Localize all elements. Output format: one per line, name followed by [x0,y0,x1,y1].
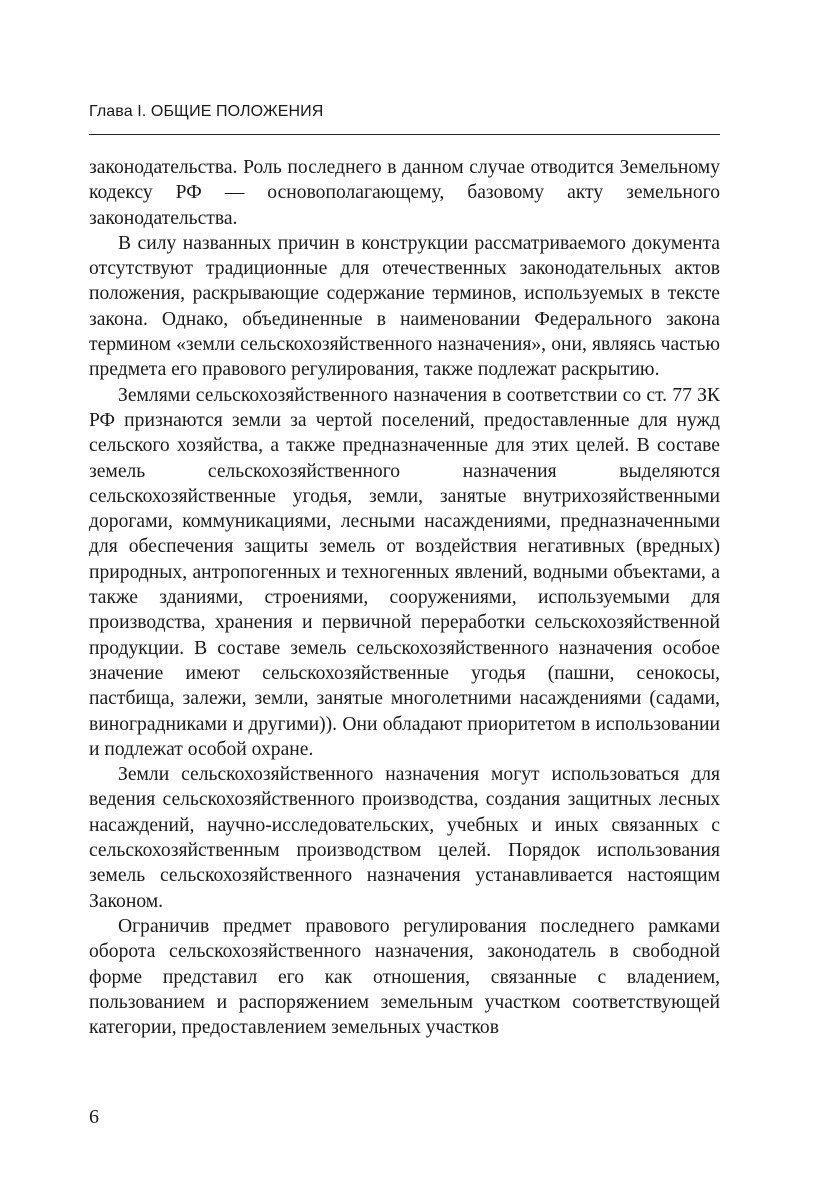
paragraph: В силу названных причин в конструкции рассматриваемого документа отсутствуют традиционные для отечественных законодательных актов положения, раскрывающие содержание терминов, используемых в тексте закона. Однако, объединенные в наименовании Федерального закона термином «земли сельскохозяйственного назначения», они, являясь частью предмета его правового регулирования, также подлежат раскрытию. [89,232,720,381]
header-divider [89,134,720,135]
paragraph: Ограничив предмет правового регулирования последнего рамками оборота сельскохозяйственного назначения, законодатель в свободной форме представил его как отношения, связанные с владением, пользованием и распоряжением земельным участком соответствующей категории, предоставлением земельных участков [89,915,720,1039]
running-head-title: Глава I. ОБЩИЕ ПОЛОЖЕНИЯ [89,103,324,120]
page-number: 6 [89,1106,99,1128]
paragraph: Земли сельскохозяйственного назначения могут использоваться для ведения сельскохозяйственного производства, создания защитных лесных насаждений, научно-исследовательских, учебных и иных связанных с сельскохозяйственным производством целей. Порядок использования земель сельскохозяйственного назначения устанавливается настоящим Законом. [89,764,720,912]
paragraph: Землями сельскохозяйственного назначения в соответствии со ст. 77 ЗК РФ признаются земли за чертой поселений, предоставленные для нужд сельского хозяйства, а также предназначенные для этих целей. В составе земель сельскохозяйственного назначения выделяются сельскохозяйственные угодья, земли, занятые внутрихозяйственными дорогами, коммуникациями, лесными насаждениями, предназначенными для обеспечения защиты земель от воздействия негативных (вредных) природных, антропогенных и техногенных явлений, водными объектами, а также зданиями, строениями, сооружениями, используемыми для производства, хранения и первичной переработки сельскохозяйственной продукции. В составе земель сельскохозяйственного назначения особое значение имеют сельскохозяйственные угодья (пашни, сенокосы, пастбища, залежи, земли, занятые многолетними насаждениями (садами, виноградниками и другими)). Они обладают приоритетом в использовании и подлежат особой охране. [89,384,720,760]
page-body [89,155,720,1040]
paragraph-continuation: законодательства. Роль последнего в данном случае отводится Земельному кодексу РФ — основополагающему, базовому акту земельного законодательства. [89,157,720,229]
